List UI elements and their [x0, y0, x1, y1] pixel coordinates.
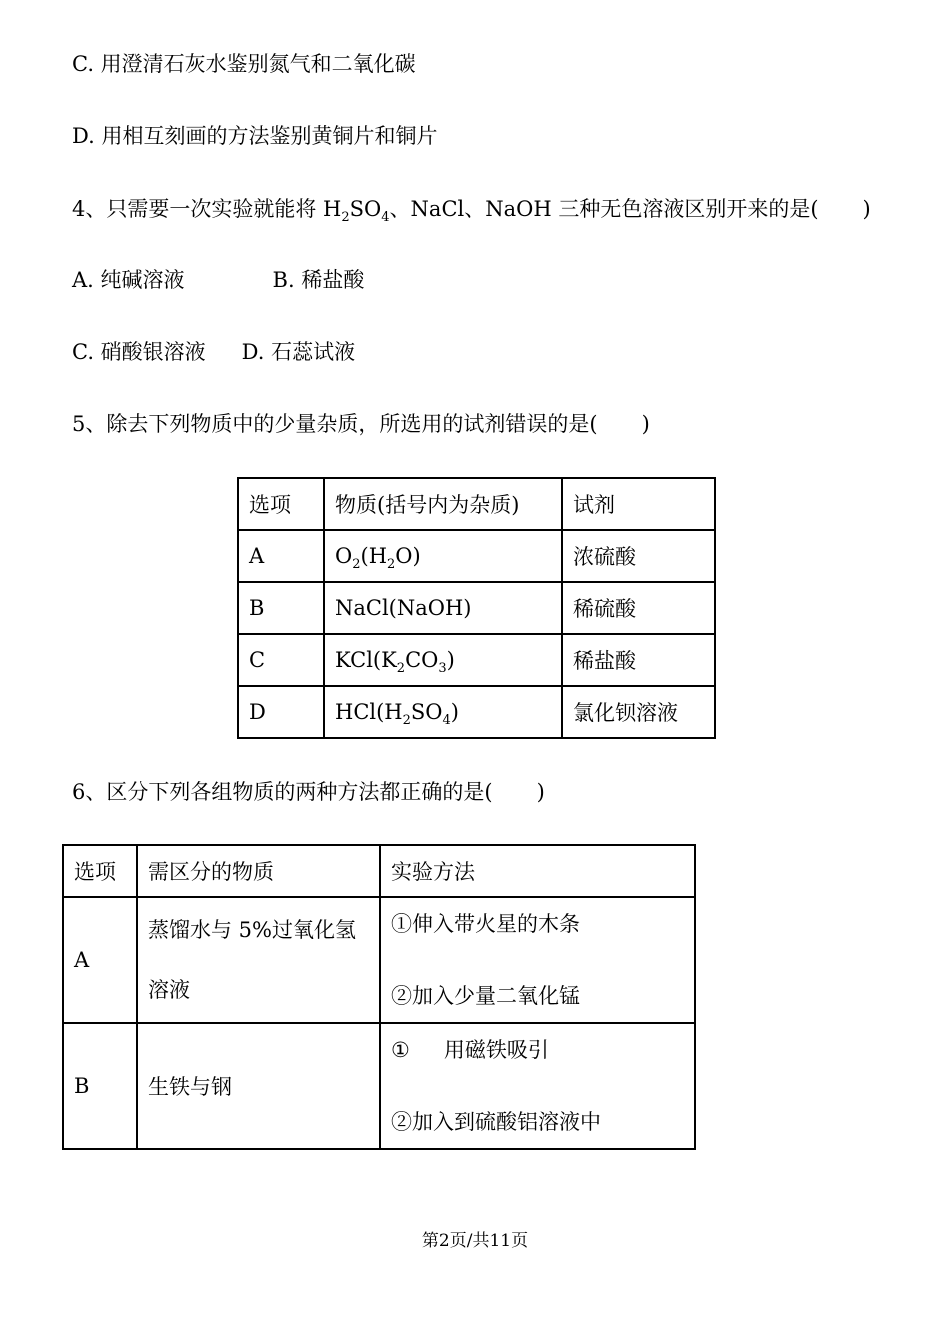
table-row — [238, 582, 715, 634]
q5-stem — [72, 409, 650, 439]
substance-cell — [324, 530, 562, 582]
q4-stem-text: 4、只需要一次实验就能将 — [72, 197, 324, 221]
q4-option-a: A. 纯碱溶液 — [72, 268, 185, 292]
formula-part: (H — [360, 544, 388, 568]
header-cell: 实验方法 — [380, 845, 695, 897]
q5-table — [237, 477, 716, 739]
header-cell: 物质(括号内为杂质) — [324, 478, 562, 530]
method-line: ①伸入带火星的木条 — [391, 912, 580, 936]
reagent-cell: 氯化钡溶液 — [562, 686, 715, 738]
option-cell: D — [238, 686, 324, 738]
q4-stem — [72, 194, 871, 224]
chem-sub: 4 — [381, 210, 390, 225]
chem-h: H — [323, 197, 342, 221]
q4-option-c: C. 硝酸银溶液 — [72, 340, 206, 364]
method-number: ① — [391, 1038, 410, 1062]
chem-so: SO — [349, 197, 382, 221]
table-row — [238, 686, 715, 738]
substance-cell: NaCl(NaOH) — [324, 582, 562, 634]
formula-sub: 2 — [352, 557, 361, 572]
q4-option-b: B. 稀盐酸 — [272, 268, 365, 292]
header-cell: 试剂 — [562, 478, 715, 530]
formula-part: SO — [410, 700, 443, 724]
formula-part: CO — [405, 648, 439, 672]
substance-line: 溶液 — [148, 978, 190, 1002]
formula-sub: 2 — [396, 661, 406, 676]
q6-stem-close: ) — [536, 780, 545, 804]
reagent-cell: 浓硫酸 — [562, 530, 715, 582]
substance-cell: 生铁与钢 — [137, 1023, 380, 1149]
substance-cell — [324, 634, 562, 686]
option-cell: B — [238, 582, 324, 634]
option-cell: A — [238, 530, 324, 582]
formula-part: ) — [446, 648, 455, 672]
table-header-row — [238, 478, 715, 530]
option-cell: C — [238, 634, 324, 686]
formula-part: ) — [450, 700, 459, 724]
method-line: ②加入少量二氧化锰 — [391, 984, 580, 1008]
substance-cell — [324, 686, 562, 738]
chem-sub: 2 — [341, 210, 350, 225]
q6-table — [62, 844, 696, 1150]
q3-option-d: D. 用相互刻画的方法鉴别黄铜片和铜片 — [72, 124, 438, 148]
substance-line: 蒸馏水与 5%过氧化氢 — [148, 918, 356, 942]
method-cell — [380, 1023, 695, 1149]
q4-stem-rest: 、NaCl、NaOH 三种无色溶液区别开来的是( — [389, 197, 819, 221]
method-cell — [380, 897, 695, 1023]
table-row — [63, 897, 695, 1023]
header-cell: 选项 — [63, 845, 137, 897]
reagent-cell: 稀盐酸 — [562, 634, 715, 686]
formula-part: O — [335, 544, 353, 568]
method-text: 用磁铁吸引 — [443, 1038, 549, 1062]
substance-cell — [137, 897, 380, 1023]
table-row — [63, 1023, 695, 1149]
q4-stem-close: ) — [862, 197, 871, 221]
table-row — [238, 634, 715, 686]
formula-sub: 3 — [438, 661, 447, 676]
header-cell: 选项 — [238, 478, 324, 530]
q5-stem-close: ) — [641, 412, 650, 436]
table-row — [238, 530, 715, 582]
q3-option-c: C. 用澄清石灰水鉴别氮气和二氧化碳 — [72, 52, 416, 76]
method-line — [391, 1034, 684, 1066]
q4-options-ab — [72, 265, 364, 295]
reagent-cell: 稀硫酸 — [562, 582, 715, 634]
method-line: ②加入到硫酸铝溶液中 — [391, 1110, 601, 1134]
formula-part: KCl(K — [335, 648, 397, 672]
formula-part: O) — [395, 544, 421, 568]
q6-stem — [72, 777, 545, 807]
q4-options-cd — [72, 337, 355, 367]
formula-sub: 4 — [442, 713, 451, 728]
page-footer: 第2页/共11页 — [421, 1231, 529, 1251]
formula-sub: 2 — [402, 713, 411, 728]
table-header-row — [63, 845, 695, 897]
formula-part: HCl(H — [335, 700, 403, 724]
q4-option-d: D. 石蕊试液 — [241, 340, 356, 364]
option-cell: B — [63, 1023, 137, 1149]
formula-sub: 2 — [387, 557, 396, 572]
q5-stem-text: 5、除去下列物质中的少量杂质，所选用的试剂错误的是( — [72, 412, 598, 436]
option-cell: A — [63, 897, 137, 1023]
q6-stem-text: 6、区分下列各组物质的两种方法都正确的是( — [72, 780, 493, 804]
header-cell: 需区分的物质 — [137, 845, 380, 897]
